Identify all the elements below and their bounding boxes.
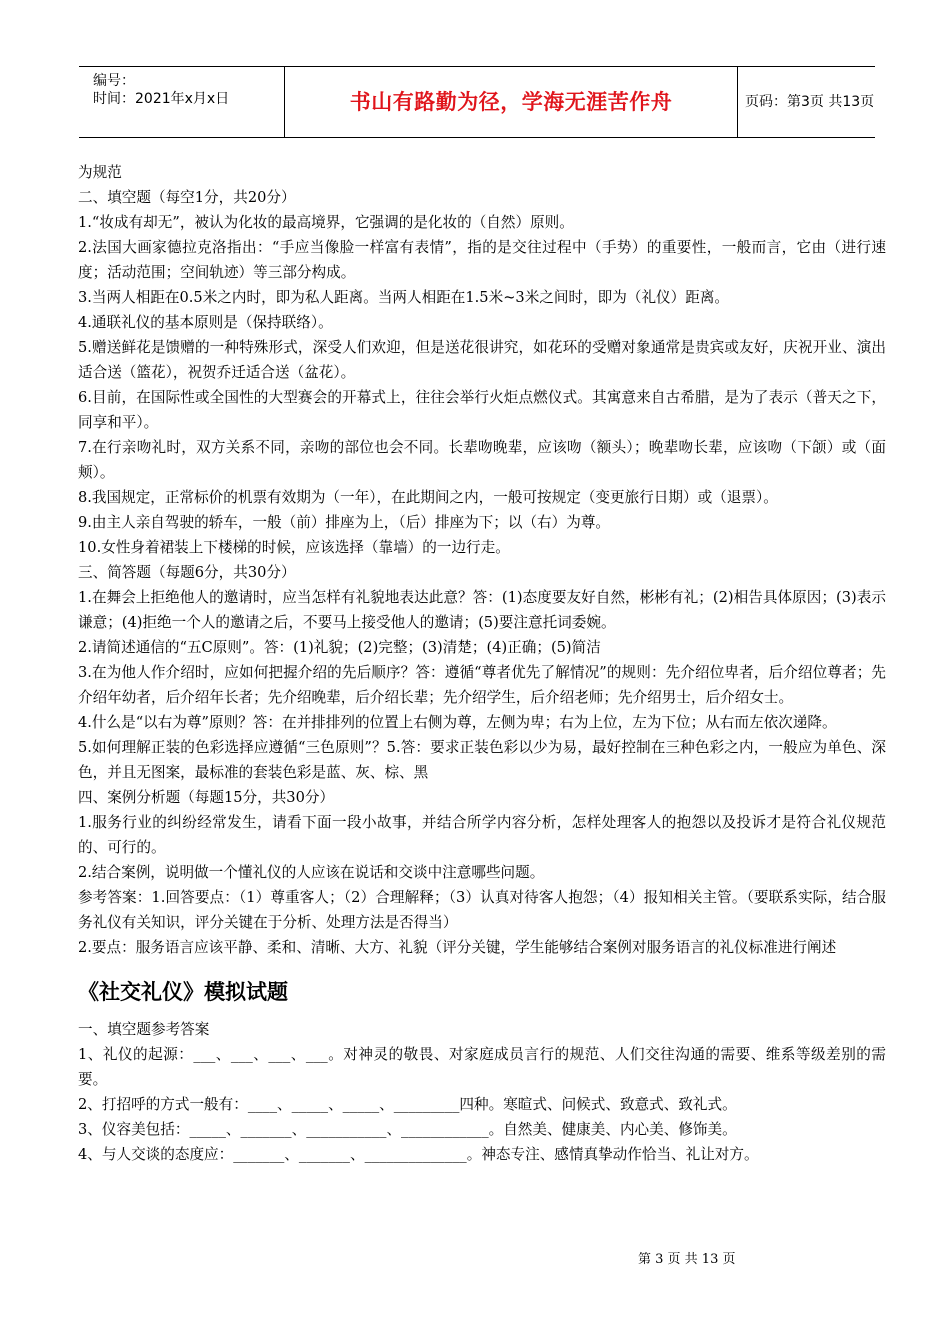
section-heading: 三、简答题（每题6分，共30分） bbox=[78, 564, 296, 581]
body-line: 3.当两人相距在0.5米之内时，即为私人距离。当两人相距在1.5米~3米之间时，即为（礼仪）距离。 bbox=[78, 289, 730, 306]
section-heading: 一、填空题参考答案 bbox=[78, 1021, 210, 1038]
body-line: 2.请简述通信的“五C原则”。答：(1)礼貌；(2)完整；(3)清楚；(4)正确；(5)简洁 bbox=[78, 639, 601, 656]
section-heading: 二、填空题（每空1分，共20分） bbox=[78, 189, 296, 206]
body-line: 为规范 bbox=[78, 164, 122, 181]
header-page-cell bbox=[737, 67, 875, 137]
footer-page-number: 第 3 页 共 13 页 bbox=[638, 1252, 736, 1267]
body-line: 10.女性身着裙装上下楼梯的时候，应该选择（靠墙）的一边行走。 bbox=[78, 539, 510, 556]
date-label: 时间：2021年x月x日 bbox=[93, 91, 230, 107]
body-line: 3、仪容美包括：_____、_______、___________、____________。自然美、健康美、内心美、修饰美。 bbox=[78, 1121, 737, 1138]
document-body bbox=[78, 160, 886, 1167]
document-title: 《社交礼仪》模拟试题 bbox=[78, 980, 288, 1004]
body-line: 2.要点：服务语言应该平静、柔和、清晰、大方、礼貌（评分关键，学生能够结合案例对服务语言的礼仪标准进行阐述 bbox=[78, 939, 837, 956]
body-line: 2、打招呼的方式一般有：____、_____、_____、_________四种。寒暄式、问候式、致意式、致礼式。 bbox=[78, 1096, 737, 1113]
body-line: 4、与人交谈的态度应：_______、_______、______________。神态专注、感情真挚动作恰当、礼让对方。 bbox=[78, 1146, 759, 1163]
body-line: 1.在舞会上拒绝他人的邀请时，应当怎样有礼貌地表达此意？答：(1)态度要友好自然，彬彬有礼；(2)相告具体原因；(3)表示谦意；(4)拒绝一个人的邀请之后，不要马上接受他人的邀请；(5)要注意托词委婉。 bbox=[78, 589, 886, 631]
body-line: 2.法国大画家德拉克洛指出：“手应当像脸一样富有表情”，指的是交往过程中（手势）的重要性，一般而言，它由（进行速度；活动范围；空间轨迹）等三部分构成。 bbox=[78, 239, 886, 281]
body-line: 5.赠送鲜花是馈赠的一种特殊形式，深受人们欢迎，但是送花很讲究，如花环的受赠对象通常是贵宾或友好，庆祝开业、演出适合送（篮花），祝贺乔迁适合送（盆花）。 bbox=[78, 339, 886, 381]
body-line: 3.在为他人作介绍时，应如何把握介绍的先后顺序？答：遵循“尊者优先了解情况”的规则：先介绍位卑者，后介绍位尊者；先介绍年幼者，后介绍年长者；先介绍晚辈，后介绍长辈；先介绍学生，后介绍老师；先介绍男士，后介绍女士。 bbox=[78, 664, 886, 706]
body-line: 1.服务行业的纠纷经常发生，请看下面一段小故事，并结合所学内容分析，怎样处理客人的抱怨以及投诉才是符合礼仪规范的、可行的。 bbox=[78, 814, 886, 856]
page-header bbox=[79, 66, 875, 138]
body-line: 1、礼仪的起源：___、___、___、___。对神灵的敬畏、对家庭成员言行的规范、人们交往沟通的需要、维系等级差别的需要。 bbox=[78, 1046, 886, 1088]
section-heading: 四、案例分析题（每题15分，共30分） bbox=[78, 789, 335, 806]
body-line: 8.我国规定，正常标价的机票有效期为（一年），在此期间之内，一般可按规定（变更旅行日期）或（退票）。 bbox=[78, 489, 778, 506]
body-line: 9.由主人亲自驾驶的轿车，一般（前）排座为上，（后）排座为下；以（右）为尊。 bbox=[78, 514, 611, 531]
body-line: 4.通联礼仪的基本原则是（保持联络）。 bbox=[78, 314, 333, 331]
body-line: 4.什么是“以右为尊”原则？答：在并排排列的位置上右侧为尊，左侧为卑；右为上位，左为下位；从右而左依次递降。 bbox=[78, 714, 837, 731]
body-line: 2.结合案例，说明做一个懂礼仪的人应该在说话和交谈中注意哪些问题。 bbox=[78, 864, 545, 881]
body-line: 5.如何理解正装的色彩选择应遵循“三色原则”？5.答：要求正装色彩以少为易，最好控制在三种色彩之内，一般应为单色、深色，并且无图案，最标准的套装色彩是蓝、灰、棕、黑 bbox=[78, 739, 886, 781]
header-page-label: 页码：第3页 共13页 bbox=[745, 94, 875, 110]
header-meta bbox=[79, 67, 284, 137]
number-label: 编号： bbox=[93, 73, 135, 89]
header-motto: 书山有路勤为径，学海无涯苦作舟 bbox=[349, 90, 673, 114]
header-motto-cell bbox=[284, 67, 738, 137]
body-line: 6.目前，在国际性或全国性的大型赛会的开幕式上，往往会举行火炬点燃仪式。其寓意来自古希腊，是为了表示（普天之下，同享和平）。 bbox=[78, 389, 886, 431]
body-line: 7.在行亲吻礼时，双方关系不同，亲吻的部位也会不同。长辈吻晚辈，应该吻（额头）；晚辈吻长辈，应该吻（下颌）或（面颊）。 bbox=[78, 439, 886, 481]
body-line: 1.“妆成有却无”，被认为化妆的最高境界，它强调的是化妆的（自然）原则。 bbox=[78, 214, 574, 231]
body-line: 参考答案：1.回答要点：（1）尊重客人；（2）合理解释；（3）认真对待客人抱怨；（4）报知相关主管。（要联系实际，结合服务礼仪有关知识，评分关键在于分析、处理方法是否得当） bbox=[78, 889, 886, 931]
